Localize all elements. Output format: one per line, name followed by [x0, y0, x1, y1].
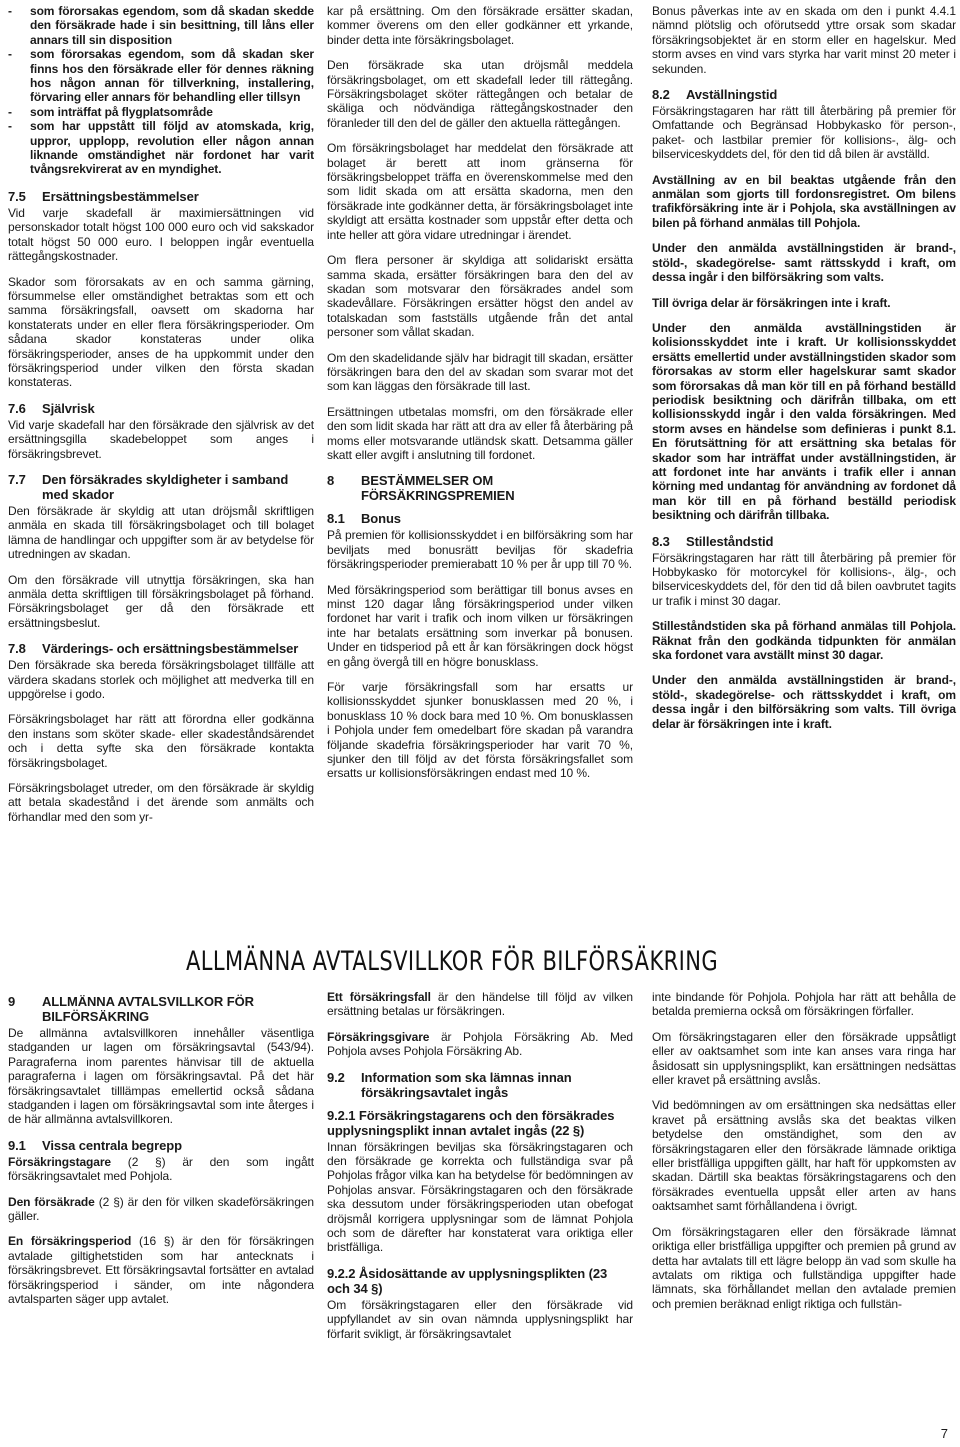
chapter-title: ALLMÄNNA AVTALSVILLKOR FÖR BILFÖRSÄKRING: [186, 946, 719, 977]
column-6: [652, 990, 956, 1322]
paragraph: Vid varje skadefall är maximiersättningen vid personskador totalt högst 100 000 euro och vid sakskador totalt högst 50 000 euro. I beloppen ingår eventuella rättegångskostnader.: [8, 205, 314, 264]
paragraph: Om försäkringstagaren eller den försäkrade lämnat oriktiga eller bristfälliga uppgifter och premien på grund av detta har avtalats till ett lägre belopp än vad som skulle ha avtalats om riktiga och fullständiga uppgifter hade lämnats, ska förhållandet mellan den avtalade premien och premien beräknad enligt riktiga och fullstän-: [652, 1224, 956, 1311]
paragraph: Stilleståndstiden ska på förhand anmälas till Pohjola. Räknat från den godkända tidpunkten för anmälan ska fordonet vara avställt minst 30 dagar.: [652, 619, 956, 663]
list-item: - som inträffat på flygplatsområde: [8, 104, 213, 119]
paragraph: Försäkringstagaren har rätt till återbäring på premier för Hobbykasko för motorcykel för kollisions-, älg-, och bilserviceskyddets del, för den tid då bilen oavbrutet tagits ur trafik i minst 30 dagar.: [652, 550, 956, 608]
section-heading-8-2: 8.2 Avställningstid: [652, 87, 778, 103]
paragraph: Vid varje skadefall har den försäkrade den självrisk av det ersättningsgilla skadebeloppet som anges i försäkringsbrevet.: [8, 417, 314, 461]
paragraph: inte bindande för Pohjola. Pohjola har rätt att behålla de betalda premierna också om försäkringen förfaller.: [652, 990, 956, 1019]
column-5: [327, 990, 633, 1352]
paragraph: Om flera personer är skyldiga att solidariskt ersätta samma skada, ersätter försäkringen bara den del av skadan som motsvarar den försäkrades andel som skadevållare. Försäkringen ersätter högst den andel av totalskadan som fastställs utgående från det antal personer som vållat skadan.: [327, 253, 633, 340]
column-4: [8, 990, 314, 1318]
list-item: - som förorsakas egendom, som då skadan sker finns hos den försäkrade eller för dennes räkning hos någon annan för tillverkning, installering, förvaring eller annars för behandling eller tillsyn: [8, 47, 314, 105]
paragraph: Under den anmälda avställningstiden är kolisionsskyddet inte i kraft. Ur kollisionsskyddet ersätts emellertid under avställningstiden skador som förorsakas av storm eller hagelskurar samt skador som förorsakas då man kör till en på förhand beställd periodisk besiktning och därifrån tillbaka, om ett kollisionsskydd ingår i den valda försäkringen. Med storm avses en händelse som definieras i punkt 8.1. En förutsättning för att ersättning ska betalas för skador som har inträffat under avställningstiden, är att fordonet inte har använts i trafik eller i annan körning med undantag för användning av fordonet då man kör till en på förhand beställd periodisk besiktning och därifrån tillbaka.: [652, 320, 956, 523]
section-heading-7-5: 7.5 Ersättningsbestämmelser: [8, 188, 199, 204]
definition: [8, 1195, 314, 1224]
paragraph: Försäkringsbolaget har rätt att förordna eller godkänna den instans som sköter skade- eller skadeståndsärendet och i detta syfte ska den försäkrade kontakta försäkringsbolaget.: [8, 712, 314, 770]
paragraph: Om den försäkrade vill utnyttja försäkringen, ska han anmäla detta skriftligen till försäkringsbolaget på förhand. Försäkringsbolaget ger då den försäkrade ett ersättningsbeslut.: [8, 572, 314, 630]
paragraph: Ersättningen utbetalas momsfri, om den försäkrade eller den som lidit skada har rätt att dra av eller få återbäring på moms eller motsvarande utländsk skatt. Detsamma gäller skatt eller avgift i anslutning till fordonet.: [327, 404, 633, 462]
paragraph: Innan försäkringen beviljas ska försäkringstagaren och den försäkrade ge korrekta och fullständiga svar på Pohjolas frågor vilka kan ha betydelse för bedömningen av Pohjolas ansvar. Försäkringstagaren och den försäkrade ska dessutom under försäkringsperioden utan obefogat dröjsmål korrigera upplysningar som de lämnat Pohjola och som de därefter har konstaterat vara oriktiga eller bristfälliga.: [327, 1139, 633, 1255]
definition-text: är den händelse till följd av vilken ersättning betalas ur försäkringen.: [327, 990, 633, 1019]
section-heading-7-6: 7.6 Självrisk: [8, 400, 95, 416]
list-item: - som har uppstått till följd av atomskada, krig, uppror, upplopp, revolution eller någon annan liknande omständighet när fordonet har varit tvångsrekvirerat av en myndighet.: [8, 119, 314, 177]
paragraph: Skador som förorsakats av en och samma gärning, försummelse eller omständighet betraktas som ett och samma försäkringsfall, oavsett om skadorna har konstaterats under en eller flera försäkringsperioder. Om sådana skador konstateras under olika försäkringsperioder, anses de ha uppkommit under den försäkringsperiod under vilken den första skadan konstateras.: [8, 274, 314, 390]
paragraph: Den försäkrade ska utan dröjsmål meddela försäkringsbolaget, om ett skadefall leder till rättegång. Försäkringsbolaget sköter rättegången och betalar de skäliga och nödvändiga rättegångskostnader den föranleder till den del de gäller den aktuella rättegången.: [327, 58, 633, 130]
column-1: [8, 4, 314, 835]
paragraph: För varje försäkringsfall som har ersatts ur kollisionsskyddet sjunker bonusklassen med 20 %, i bonusklass 10 % dock bara med 10 %. Om bonusklassen i Pohjola under fem omedelbart före skadan på varandra följande skadefria försäkringsperioder har varit 70 %, sjunker den till följd av det första försäkringsfallet som ersatts ur kollisionsförsäkringen endast med 10 %.: [327, 680, 633, 781]
paragraph: Om försäkringsbolaget har meddelat den försäkrade att bolaget är berett att inom gränserna för försäkringsbeloppet träffa en överenskommelse med den som lidit skada om att ersätta skadorna, men den försäkrade inte godkänner detta, är försäkringsbolaget inte skyldigt att ersätta kostnader som uppstår efter detta och inte heller att göra vidare utredningar i ärendet.: [327, 141, 633, 242]
definition-term: En försäkringsperiod: [8, 1234, 132, 1249]
paragraph: Vid bedömningen av om ersättningen ska nedsättas eller kravet på ersättning avslås ska det beaktas vilken betydelse den omständighet, som den av försäkringstagaren eller den försäkrade lämnade oriktiga eller bristfälliga uppgiften gällt, har haft för uppkomsten av skadan. Därtill ska beaktas försäkringstagarens och den försäkrades eventuella uppsåt eller arten av hans oaktsamhet samt förhållandena i övrigt.: [652, 1098, 956, 1214]
paragraph: Under den anmälda avställningstiden är brand-, stöld-, skadegörelse- och rättsskyddet i kraft, om dessa ingår i den bilförsäkring som valts. Till övriga delar är försäkringen inte i kraft.: [652, 673, 956, 731]
paragraph: Försäkringstagaren har rätt till återbäring på premier för Omfattande och Begränsad Hobbykasko för person-, paket- och lastbilar premier för kollisions-, älg- och bilserviceskyddets del, för den tid då bilen är avställd.: [652, 104, 956, 162]
definition: [327, 990, 633, 1019]
section-heading-7-7: 7.7 Den försäkrades skyldigheter i samband med skador: [8, 471, 289, 502]
paragraph: Till övriga delar är försäkringen inte i kraft.: [652, 295, 891, 310]
paragraph: Med försäkringsperiod som berättigar till bonus avses en minst 120 dagar lång försäkringsperiod under vilken fordonet har varit i trafik och inom vilken ur försäkringen inte har betalats ersättning som inverkar på bonusen. Under en tidsperiod på ett år kan försäkringen dock högst en gång övergå till en högre bonusklass.: [327, 582, 633, 669]
definition-text: (2 §) är den som ingått försäkringsavtalet med Pohjola.: [8, 1154, 314, 1184]
column-2: [327, 4, 633, 792]
page-number: 7: [940, 1426, 948, 1441]
section-heading-8-1: 8.1 Bonus: [327, 511, 401, 527]
section-heading-9-1: 9.1 Vissa centrala begrepp: [8, 1137, 182, 1153]
section-heading-8-3: 8.3 Stilleståndstid: [652, 533, 774, 549]
paragraph: Om försäkringstagaren eller den försäkrade vid uppfyllandet av sin ovan nämnda upplysningsplikt har förfarit svikligt, är försäkringsavtalet: [327, 1297, 633, 1341]
paragraph: Om försäkringstagaren eller den försäkrade uppsåtligt eller av oaktsamhet som inte kan anses vara ringa har åsidosatt sin upplysningsplikt, kan ersättningen nedsättas eller kravet på ersättning avslås.: [652, 1029, 956, 1088]
section-heading-9: 9 ALLMÄNNA AVTALSVILLKOR FÖR BILFÖRSÄKRING: [8, 994, 254, 1024]
paragraph: Bonus påverkas inte av en skada om den i punkt 4.4.1 nämnd plötslig och oförutsedd yttre orsak som skadar försäkringsobjektet är en storm eller en hagelskur. Med storm avses en vind vars styrka har varit minst 20 meter i sekunden.: [652, 4, 956, 76]
definition-term: Försäkringstagare: [8, 1154, 112, 1169]
section-heading-9-2-2: 9.2.2 Åsidosättande av upplysningsplikten (23 och 34 §): [327, 1265, 608, 1296]
section-heading-9-2: 9.2 Information som ska lämnas innan försäkringsavtalet ingås: [327, 1069, 572, 1100]
list-item: - som förorsakas egendom, som då skadan skedde den försäkrade hade i sin besittning, till låns eller annars till sin disposition: [8, 4, 314, 47]
definition-term: Försäkringsgivare: [327, 1029, 430, 1044]
paragraph: Försäkringsbolaget utreder, om den försäkrade är skyldig att betala skadestånd i det ärende som anmälts och förhandlar med den som yr-: [8, 781, 314, 824]
paragraph: På premien för kollisionsskyddet i en bilförsäkring som har beviljats med bonusrätt beviljas för skadefria försäkringsperioder premierabatt 10 % per år upp till 70 %.: [327, 528, 633, 572]
paragraph: Den försäkrade ska bereda försäkringsbolaget tillfälle att värdera skadans storlek och möjlighet att medverka till en uppgörelse i godo.: [8, 658, 314, 702]
paragraph: Om den skadelidande själv har bidragit till skadan, ersätter försäkringen bara den del av skadan som svarar mot det som kan läggas den försäkrade till last.: [327, 350, 633, 394]
section-heading-8: 8 BESTÄMMELSER OM FÖRSÄKRINGSPREMIEN: [327, 473, 515, 504]
definition: [8, 1155, 314, 1184]
paragraph: Under den anmälda avställningstiden är brand-, stöld-, skadegörelse- samt rättsskydd i kraft, om dessa ingår i den bilförsäkring som valts.: [652, 241, 956, 285]
column-3: [652, 4, 956, 742]
section-heading-9-2-1: 9.2.1 Försäkringstagarens och den försäkrades upplysningsplikt innan avtalet ingås (22 §): [327, 1107, 615, 1138]
paragraph: Den försäkrade är skyldig att utan dröjsmål skriftligen anmäla en skada till försäkringsbolaget och till bolaget lämna de handlingar och uppgifter som är av betydelse för utredningen av skadan.: [8, 503, 314, 562]
definition-text: är Pohjola Försäkring Ab. Med Pohjola avses Pohjola Försäkring Ab.: [327, 1029, 633, 1059]
section-heading-7-8: 7.8 Värderings- och ersättningsbestämmelser: [8, 641, 299, 657]
definition-term: Ett försäkringsfall: [327, 990, 431, 1004]
paragraph: De allmänna avtalsvillkoren innehåller väsentliga stadganden ur lagen om försäkringsavtal (543/94). Paragraferna inom parentes hänvisar till de aktuella paragraferna i lagen om försäkringsavtal. På det här försäkringsavtalet tilllämpas emellertid också sådana stadganden i lagen om försäkringsavtal som inte återges i de här allmänna avtalsvillkoren.: [8, 1026, 314, 1127]
definition: [327, 1030, 633, 1059]
definition-text: (16 §) är den för försäkringen avtalade giltighetstiden som har antecknats i försäkringsbrevet. Ett försäkringsavtal fortsätter en avtalad försäkringsperiod i sänder, om inte någondera avtalsparten säger upp avtalet.: [8, 1234, 314, 1307]
definition-term: Den försäkrade: [8, 1194, 95, 1209]
paragraph: kar på ersättning. Om den försäkrade ersätter skadan, kommer överens om den eller godkänner ett yrkande, binder detta inte försäkringsbolaget.: [327, 4, 633, 47]
definition: [8, 1234, 314, 1306]
definition-text: (2 §) är den för vilken skadeförsäkringen gäller.: [8, 1194, 314, 1224]
paragraph: Avställning av en bil beaktas utgående från den anmälan som gjorts till fordonsregistret. Om bilens trafikförsäkring inte är i Pohjola, ska avställningen av bilen på förhand anmälas till Pohjola.: [652, 172, 956, 230]
